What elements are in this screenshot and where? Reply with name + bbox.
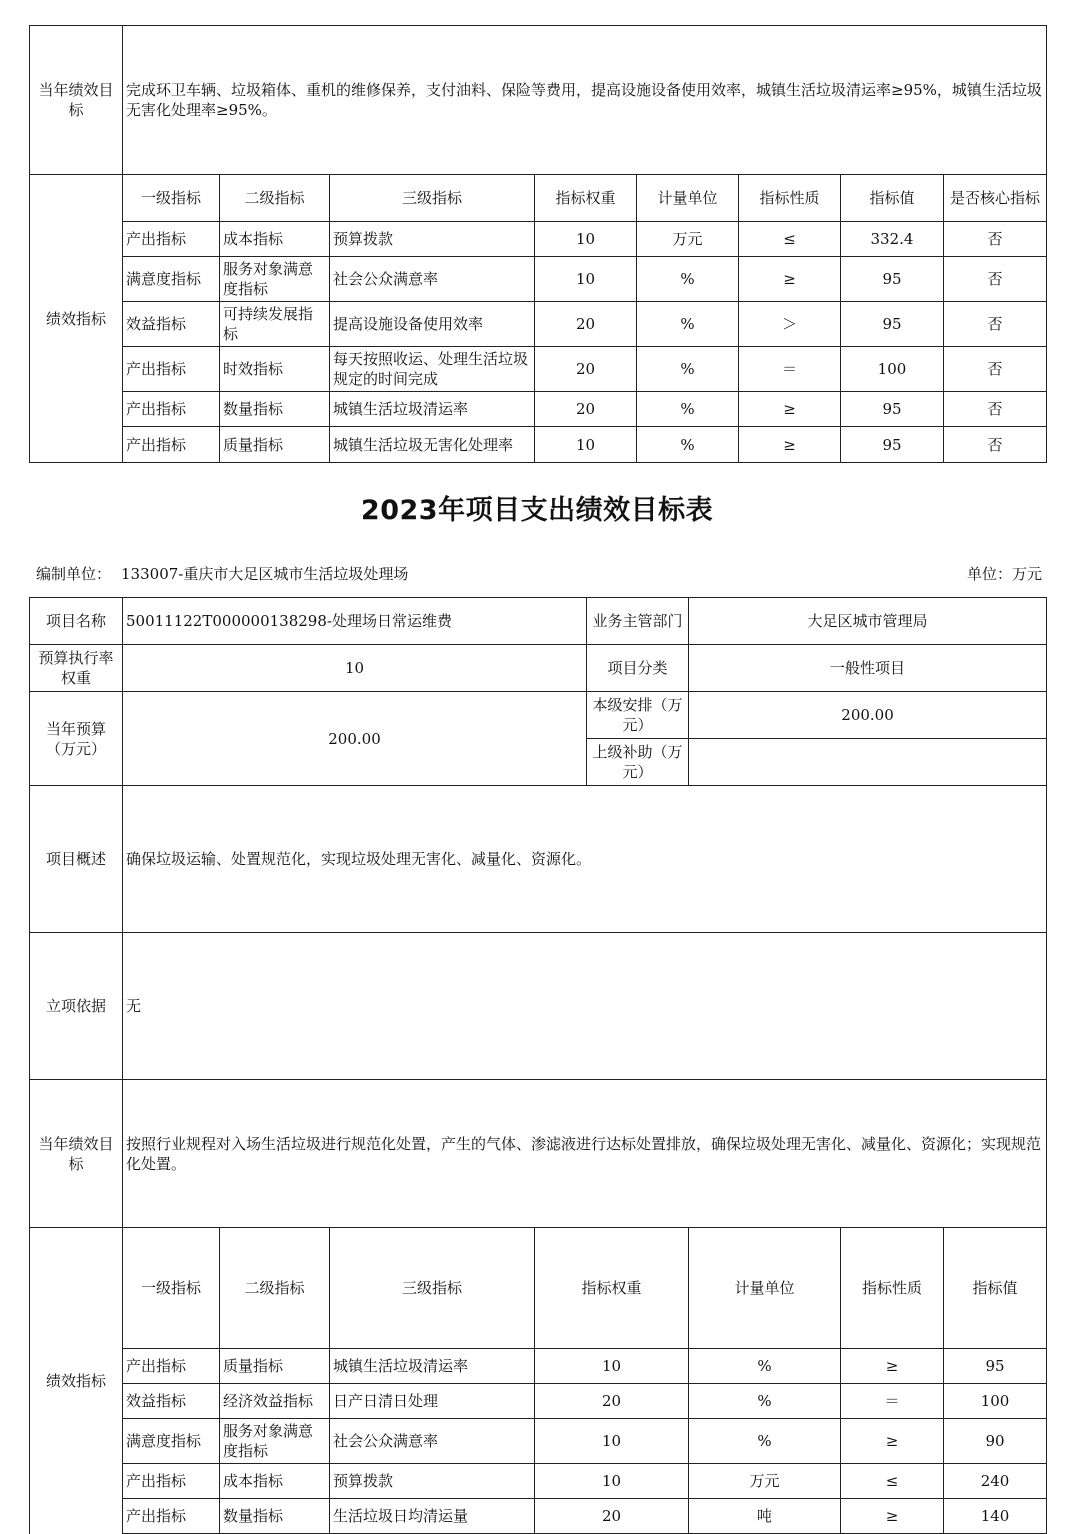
indicator-core: 否	[944, 347, 1047, 392]
indicator-level2: 成本指标	[220, 222, 330, 257]
annual-goal-label: 当年绩效目标	[30, 26, 123, 175]
indicator-weight: 10	[535, 1464, 689, 1499]
indicator-level2: 数量指标	[220, 392, 330, 427]
header-value: 指标值	[841, 175, 944, 222]
indicator-core: 否	[944, 257, 1047, 302]
project-category-value: 一般性项目	[689, 645, 1047, 692]
header-weight: 指标权重	[535, 1228, 689, 1349]
project-category-label: 项目分类	[587, 645, 689, 692]
compiling-unit-value: 133007-重庆市大足区城市生活垃圾处理场	[121, 565, 409, 583]
indicator-nature: ≥	[739, 257, 841, 302]
annual-budget-label: 当年预算（万元）	[30, 692, 123, 786]
table-row	[30, 1419, 1047, 1464]
indicator-weight: 20	[535, 347, 637, 392]
indicator-nature: ≥	[841, 1419, 944, 1464]
header-level3: 三级指标	[330, 1228, 535, 1349]
indicator-unit: %	[689, 1384, 841, 1419]
annual-goal-label: 当年绩效目标	[30, 1080, 123, 1228]
prev-performance-table	[29, 25, 1047, 463]
table-row	[30, 347, 1047, 392]
project-name-label: 项目名称	[30, 598, 123, 645]
basis-label: 立项依据	[30, 933, 123, 1080]
indicator-weight: 20	[535, 302, 637, 347]
indicator-core: 否	[944, 427, 1047, 463]
level-arrangement-label: 本级安排（万元）	[587, 692, 689, 739]
indicator-nature: ＝	[841, 1384, 944, 1419]
indicator-level2: 质量指标	[220, 1349, 330, 1384]
perf-indicators-label: 绩效指标	[30, 1228, 123, 1534]
indicator-weight: 10	[535, 222, 637, 257]
indicator-weight: 10	[535, 1419, 689, 1464]
indicator-nature: ≤	[841, 1464, 944, 1499]
indicator-value: 95	[841, 302, 944, 347]
level-arrangement-value: 200.00	[689, 692, 1047, 739]
table-row	[30, 1384, 1047, 1419]
indicator-unit: %	[637, 347, 739, 392]
header-level2: 二级指标	[220, 1228, 330, 1349]
indicator-core: 否	[944, 392, 1047, 427]
indicator-unit: 万元	[637, 222, 739, 257]
header-unit: 计量单位	[637, 175, 739, 222]
header-nature: 指标性质	[739, 175, 841, 222]
indicator-value: 140	[944, 1499, 1047, 1534]
indicator-level3: 提高设施设备使用效率	[330, 302, 535, 347]
indicator-weight: 10	[535, 1349, 689, 1384]
indicator-level3: 预算拨款	[330, 1464, 535, 1499]
annual-goal-text: 按照行业规程对入场生活垃圾进行规范化处置，产生的气体、渗滤液进行达标处置排放，确保垃圾处理无害化、减量化、资源化；实现规范化处置。	[123, 1080, 1047, 1228]
indicator-value: 95	[841, 392, 944, 427]
indicator-level2: 可持续发展指标	[220, 302, 330, 347]
indicator-value: 100	[944, 1384, 1047, 1419]
indicator-level2: 质量指标	[220, 427, 330, 463]
indicator-unit: %	[637, 427, 739, 463]
indicator-unit: %	[689, 1349, 841, 1384]
indicator-level1: 产出指标	[123, 392, 220, 427]
indicator-weight: 10	[535, 257, 637, 302]
indicator-level1: 满意度指标	[123, 257, 220, 302]
indicator-weight: 20	[535, 1384, 689, 1419]
header-level3: 三级指标	[330, 175, 535, 222]
header-unit: 计量单位	[689, 1228, 841, 1349]
indicator-value: 332.4	[841, 222, 944, 257]
indicator-level1: 产出指标	[123, 427, 220, 463]
indicator-level3: 社会公众满意率	[330, 1419, 535, 1464]
indicator-value: 95	[841, 427, 944, 463]
indicator-nature: ≥	[841, 1499, 944, 1534]
table-row	[30, 1464, 1047, 1499]
indicator-weight: 10	[535, 427, 637, 463]
indicator-value: 90	[944, 1419, 1047, 1464]
annual-goal-text: 完成环卫车辆、垃圾箱体、重机的维修保养，支付油料、保险等费用，提高设施设备使用效率，城镇生活垃圾清运率≥95%，城镇生活垃圾无害化处理率≥95%。	[123, 26, 1047, 175]
indicator-level3: 预算拨款	[330, 222, 535, 257]
indicator-nature: ＝	[739, 347, 841, 392]
header-level2: 二级指标	[220, 175, 330, 222]
indicator-value: 100	[841, 347, 944, 392]
indicator-level3: 城镇生活垃圾无害化处理率	[330, 427, 535, 463]
indicator-level1: 满意度指标	[123, 1419, 220, 1464]
indicator-weight: 20	[535, 392, 637, 427]
indicator-core: 否	[944, 222, 1047, 257]
header-level1: 一级指标	[123, 1228, 220, 1349]
header-weight: 指标权重	[535, 175, 637, 222]
indicator-level1: 产出指标	[123, 347, 220, 392]
header-level1: 一级指标	[123, 175, 220, 222]
indicator-nature: ≥	[739, 427, 841, 463]
table-row	[30, 1349, 1047, 1384]
indicator-nature: ≤	[739, 222, 841, 257]
indicator-level1: 产出指标	[123, 1464, 220, 1499]
indicator-unit: %	[637, 302, 739, 347]
table-row	[30, 1499, 1047, 1534]
indicator-unit: 万元	[689, 1464, 841, 1499]
indicator-level1: 产出指标	[123, 222, 220, 257]
indicator-nature: ＞	[739, 302, 841, 347]
overview-label: 项目概述	[30, 786, 123, 933]
table-row	[30, 222, 1047, 257]
indicator-weight: 20	[535, 1499, 689, 1534]
competent-dept-label: 业务主管部门	[587, 598, 689, 645]
superior-subsidy-value	[689, 739, 1047, 786]
project-table	[29, 597, 1047, 1534]
annual-budget-value: 200.00	[123, 692, 587, 786]
indicator-level3: 社会公众满意率	[330, 257, 535, 302]
indicator-level3: 生活垃圾日均清运量	[330, 1499, 535, 1534]
indicator-level3: 城镇生活垃圾清运率	[330, 392, 535, 427]
table-row	[30, 392, 1047, 427]
budget-weight-label: 预算执行率权重	[30, 645, 123, 692]
page-title: 2023年项目支出绩效目标表	[360, 495, 714, 526]
overview-text: 确保垃圾运输、处置规范化，实现垃圾处理无害化、减量化、资源化。	[123, 786, 1047, 933]
table-row	[30, 427, 1047, 463]
compiling-unit-label: 编制单位：	[36, 565, 112, 583]
indicator-unit: %	[637, 392, 739, 427]
project-name-value: 50011122T000000138298-处理场日常运维费	[123, 598, 587, 645]
indicator-level1: 效益指标	[123, 302, 220, 347]
compiling-unit	[36, 563, 408, 584]
indicator-unit: 吨	[689, 1499, 841, 1534]
indicator-level2: 数量指标	[220, 1499, 330, 1534]
indicator-level1: 效益指标	[123, 1384, 220, 1419]
basis-text: 无	[123, 933, 1047, 1080]
indicator-level2: 成本指标	[220, 1464, 330, 1499]
indicator-level2: 经济效益指标	[220, 1384, 330, 1419]
indicator-nature: ≥	[841, 1349, 944, 1384]
indicator-level3: 日产日清日处理	[330, 1384, 535, 1419]
indicator-level1: 产出指标	[123, 1499, 220, 1534]
header-value: 指标值	[944, 1228, 1047, 1349]
indicator-level3: 每天按照收运、处理生活垃圾规定的时间完成	[330, 347, 535, 392]
indicator-nature: ≥	[739, 392, 841, 427]
indicator-level2: 服务对象满意度指标	[220, 1419, 330, 1464]
header-nature: 指标性质	[841, 1228, 944, 1349]
indicator-unit: %	[637, 257, 739, 302]
competent-dept-value: 大足区城市管理局	[689, 598, 1047, 645]
indicator-level1: 产出指标	[123, 1349, 220, 1384]
budget-weight-value: 10	[123, 645, 587, 692]
superior-subsidy-label: 上级补助（万元）	[587, 739, 689, 786]
header-core: 是否核心指标	[944, 175, 1047, 222]
table-row	[30, 257, 1047, 302]
indicator-level2: 服务对象满意度指标	[220, 257, 330, 302]
indicator-unit: %	[689, 1419, 841, 1464]
indicator-core: 否	[944, 302, 1047, 347]
indicator-value: 95	[841, 257, 944, 302]
indicator-value: 95	[944, 1349, 1047, 1384]
currency-note: 单位：万元	[966, 565, 1042, 583]
indicator-level3: 城镇生活垃圾清运率	[330, 1349, 535, 1384]
perf-indicators-label: 绩效指标	[30, 175, 123, 463]
indicator-value: 240	[944, 1464, 1047, 1499]
indicator-level2: 时效指标	[220, 347, 330, 392]
table-row	[30, 302, 1047, 347]
